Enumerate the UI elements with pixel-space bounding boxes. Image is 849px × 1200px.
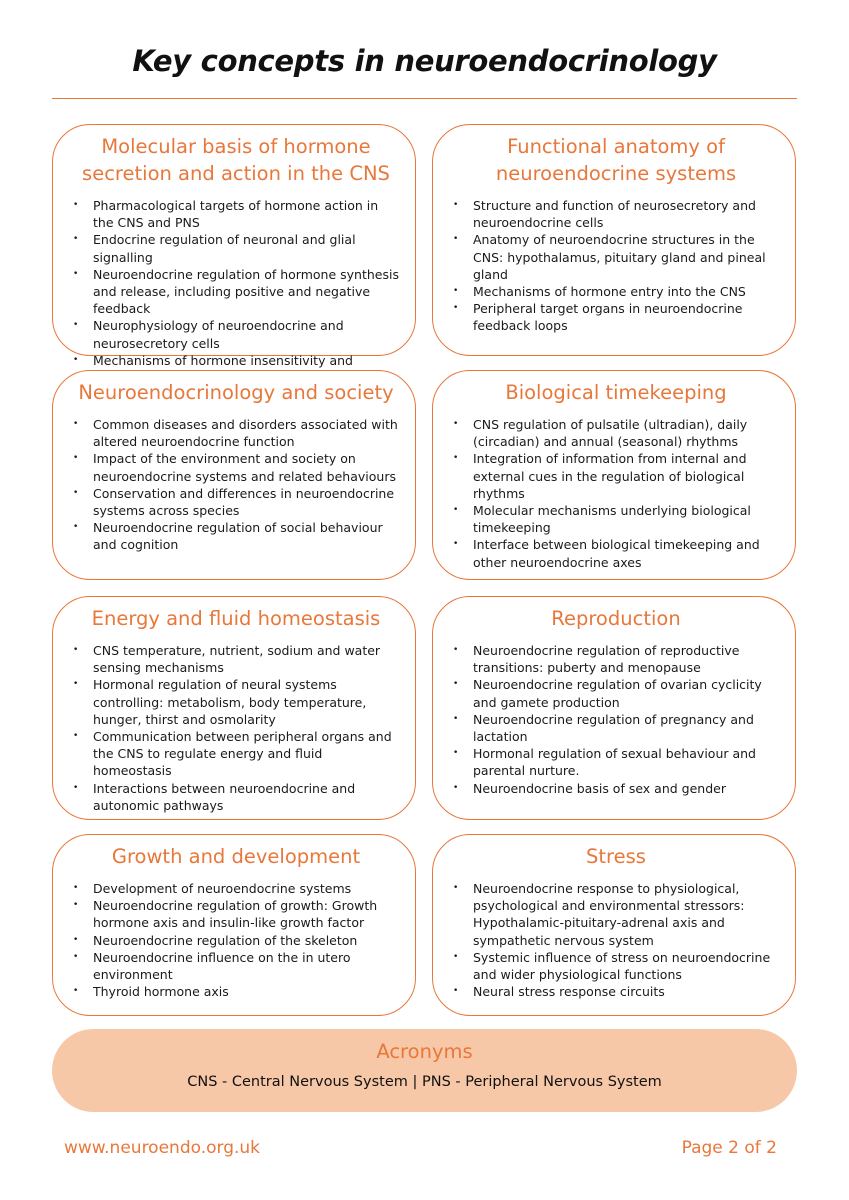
card-list bbox=[71, 880, 401, 1000]
list-item: • Peripheral target organs in neuroendocrine feedback loops bbox=[451, 300, 781, 334]
acronyms-text: CNS - Central Nervous System | PNS - Peripheral Nervous System bbox=[187, 1074, 662, 1090]
list-item: • Neural stress response circuits bbox=[451, 983, 781, 1000]
card-stress bbox=[432, 834, 796, 1016]
list-item: • Common diseases and disorders associated with altered neuroendocrine function bbox=[71, 416, 401, 450]
card-heading: Molecular basis of hormone secretion and action in the CNS bbox=[82, 135, 390, 185]
card-heading: Neuroendocrinology and society bbox=[78, 381, 394, 404]
card-heading: Biological timekeeping bbox=[505, 381, 727, 404]
footer-website-link[interactable]: www.neuroendo.org.uk bbox=[64, 1138, 261, 1158]
card-list bbox=[451, 880, 781, 1000]
list-item: • Neuroendocrine regulation of the skeleton bbox=[71, 932, 401, 949]
list-item: • Neuroendocrine regulation of hormone synthesis and release, including positive and negative feedback bbox=[71, 266, 401, 318]
list-item: • Anatomy of neuroendocrine structures in the CNS: hypothalamus, pituitary gland and pineal gland bbox=[451, 231, 781, 283]
list-item: • Neuroendocrine response to physiological, psychological and environmental stressors: Hypothalamic-pituitary-adrenal axis and sympathetic nervous system bbox=[451, 880, 781, 949]
card-biological-timekeeping bbox=[432, 370, 796, 580]
card-list bbox=[71, 642, 401, 814]
list-item: • Hormonal regulation of sexual behaviour and parental nurture. bbox=[451, 745, 781, 779]
list-item: • CNS temperature, nutrient, sodium and water sensing mechanisms bbox=[71, 642, 401, 676]
list-item: • Neuroendocrine regulation of pregnancy and lactation bbox=[451, 711, 781, 745]
card-heading: Growth and development bbox=[111, 845, 361, 868]
list-item: • Neuroendocrine regulation of ovarian cyclicity and gamete production bbox=[451, 676, 781, 710]
page-title: Key concepts in neuroendocrinology bbox=[132, 44, 717, 78]
list-item: • Interface between biological timekeeping and other neuroendocrine axes bbox=[451, 536, 781, 570]
list-item: • Endocrine regulation of neuronal and glial signalling bbox=[71, 231, 401, 265]
card-energy-homeostasis bbox=[52, 596, 416, 820]
card-heading: Reproduction bbox=[551, 607, 681, 630]
footer-page-number: Page 2 of 2 bbox=[681, 1138, 777, 1158]
list-item: • Mechanisms of hormone insensitivity and bbox=[71, 352, 401, 386]
list-item: • Conservation and differences in neuroendocrine systems across species bbox=[71, 485, 401, 519]
card-molecular-basis bbox=[52, 124, 416, 368]
card-list bbox=[451, 416, 781, 571]
list-item: • Pharmacological targets of hormone action in the CNS and PNS bbox=[71, 197, 401, 231]
list-item: • Neuroendocrine regulation of growth: Growth hormone axis and insulin-like growth factor bbox=[71, 897, 401, 931]
list-item: • Interactions between neuroendocrine and autonomic pathways bbox=[71, 780, 401, 814]
list-item: • Mechanisms of hormone entry into the CNS bbox=[451, 283, 781, 300]
card-society bbox=[52, 370, 416, 580]
card-heading: Energy and fluid homeostasis bbox=[91, 607, 381, 630]
list-item: • Structure and function of neurosecretory and neuroendocrine cells bbox=[451, 197, 781, 231]
acronyms-panel bbox=[52, 1029, 797, 1112]
list-item: • Impact of the environment and society on neuroendocrine systems and related behaviours bbox=[71, 450, 401, 484]
list-item: • Neuroendocrine regulation of reproductive transitions: puberty and menopause bbox=[451, 642, 781, 676]
list-item: • Integration of information from internal and external cues in the regulation of biological rhythms bbox=[451, 450, 781, 502]
list-item: • Neuroendocrine influence on the in utero environment bbox=[71, 949, 401, 983]
list-item: • Development of neuroendocrine systems bbox=[71, 880, 401, 897]
card-list bbox=[71, 197, 401, 386]
list-item: • Neuroendocrine regulation of social behaviour and cognition bbox=[71, 519, 401, 553]
list-item: • Communication between peripheral organs and the CNS to regulate energy and fluid homeostasis bbox=[71, 728, 401, 780]
acronyms-heading: Acronyms bbox=[376, 1040, 473, 1063]
card-heading: Functional anatomy of neuroendocrine systems bbox=[495, 135, 737, 185]
card-functional-anatomy bbox=[432, 124, 796, 356]
list-item: • Neuroendocrine basis of sex and gender bbox=[451, 780, 781, 797]
card-growth-development bbox=[52, 834, 416, 1016]
card-heading: Stress bbox=[586, 845, 646, 868]
title-divider bbox=[52, 98, 797, 99]
list-item: • CNS regulation of pulsatile (ultradian), daily (circadian) and annual (seasonal) rhythms bbox=[451, 416, 781, 450]
list-item: • Neurophysiology of neuroendocrine and neurosecretory cells bbox=[71, 317, 401, 351]
card-list bbox=[451, 197, 781, 335]
list-item: • Systemic influence of stress on neuroendocrine and wider physiological functions bbox=[451, 949, 781, 983]
list-item: • Molecular mechanisms underlying biological timekeeping bbox=[451, 502, 781, 536]
list-item: • Thyroid hormone axis bbox=[71, 983, 401, 1000]
card-reproduction bbox=[432, 596, 796, 820]
list-item: • Hormonal regulation of neural systems controlling: metabolism, body temperature, hunger, thirst and osmolarity bbox=[71, 676, 401, 728]
card-list bbox=[451, 642, 781, 797]
card-list bbox=[71, 416, 401, 554]
